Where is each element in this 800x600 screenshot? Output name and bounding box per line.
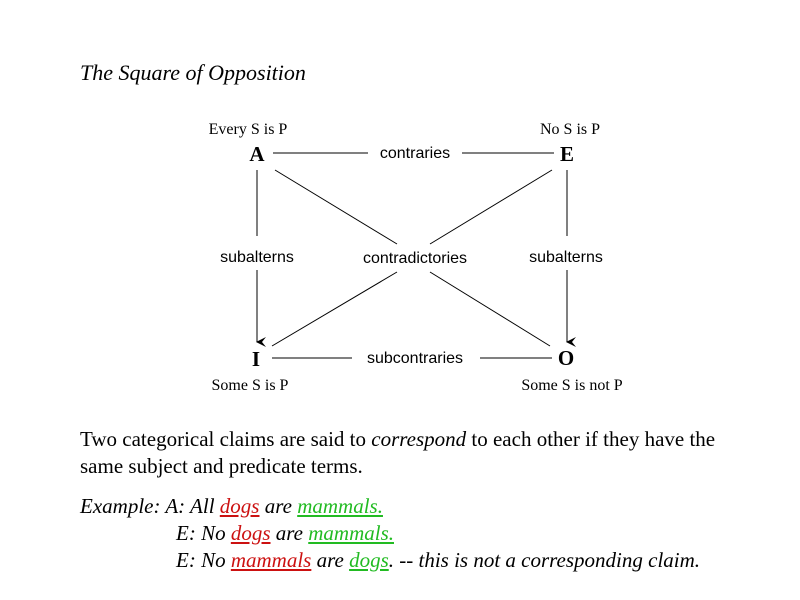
corner-i-statement: Some S is P bbox=[211, 377, 289, 394]
example-line-2 bbox=[176, 521, 394, 546]
example-line-1 bbox=[80, 494, 383, 519]
example-2-middle: are bbox=[270, 521, 309, 545]
example-3-prefix: E: No bbox=[176, 548, 231, 572]
example-1-subject: dogs bbox=[219, 494, 260, 518]
definition-text-before: Two categorical claims are said to bbox=[80, 427, 372, 451]
diagonal-e-to-i-bottom bbox=[272, 272, 397, 346]
relation-contradictories: contradictories bbox=[362, 250, 468, 267]
corner-e-letter: E bbox=[559, 142, 575, 166]
example-label: Example: bbox=[80, 494, 161, 518]
example-2-predicate: mammals. bbox=[308, 521, 394, 545]
corner-e-statement: No S is P bbox=[539, 121, 601, 138]
corner-o-letter: O bbox=[557, 346, 575, 370]
corner-a-statement: Every S is P bbox=[208, 121, 288, 138]
diagonal-a-to-o-bottom bbox=[430, 272, 550, 346]
diagonal-a-to-o-top bbox=[275, 170, 397, 244]
example-line-3 bbox=[176, 548, 700, 573]
relation-contraries: contraries bbox=[379, 145, 451, 162]
relation-subalterns-right: subalterns bbox=[529, 249, 603, 266]
relation-subcontraries: subcontraries bbox=[366, 350, 464, 367]
example-3-middle: are bbox=[311, 548, 350, 572]
example-2-prefix: E: No bbox=[176, 521, 231, 545]
relation-subalterns-left: subalterns bbox=[220, 249, 294, 266]
example-2-subject: dogs bbox=[230, 521, 271, 545]
corner-o-statement: Some S is not P bbox=[521, 377, 623, 394]
example-3-subject: mammals bbox=[230, 548, 312, 572]
diagonal-e-to-i-top bbox=[430, 170, 552, 244]
corner-a-letter: A bbox=[249, 142, 265, 166]
page-title: The Square of Opposition bbox=[80, 60, 306, 85]
definition-text-after: to each other if they have the same subject and predicate terms. bbox=[80, 427, 716, 478]
example-1-predicate: mammals. bbox=[297, 494, 383, 518]
correspondence-definition bbox=[80, 426, 760, 480]
corner-i-letter: I bbox=[251, 347, 261, 371]
definition-emphasis: correspond bbox=[371, 427, 467, 451]
example-1-prefix: A: All bbox=[165, 494, 220, 518]
example-3-predicate: dogs bbox=[349, 548, 389, 572]
example-1-middle: are bbox=[259, 494, 298, 518]
example-3-suffix: . -- this is not a corresponding claim. bbox=[388, 548, 701, 572]
